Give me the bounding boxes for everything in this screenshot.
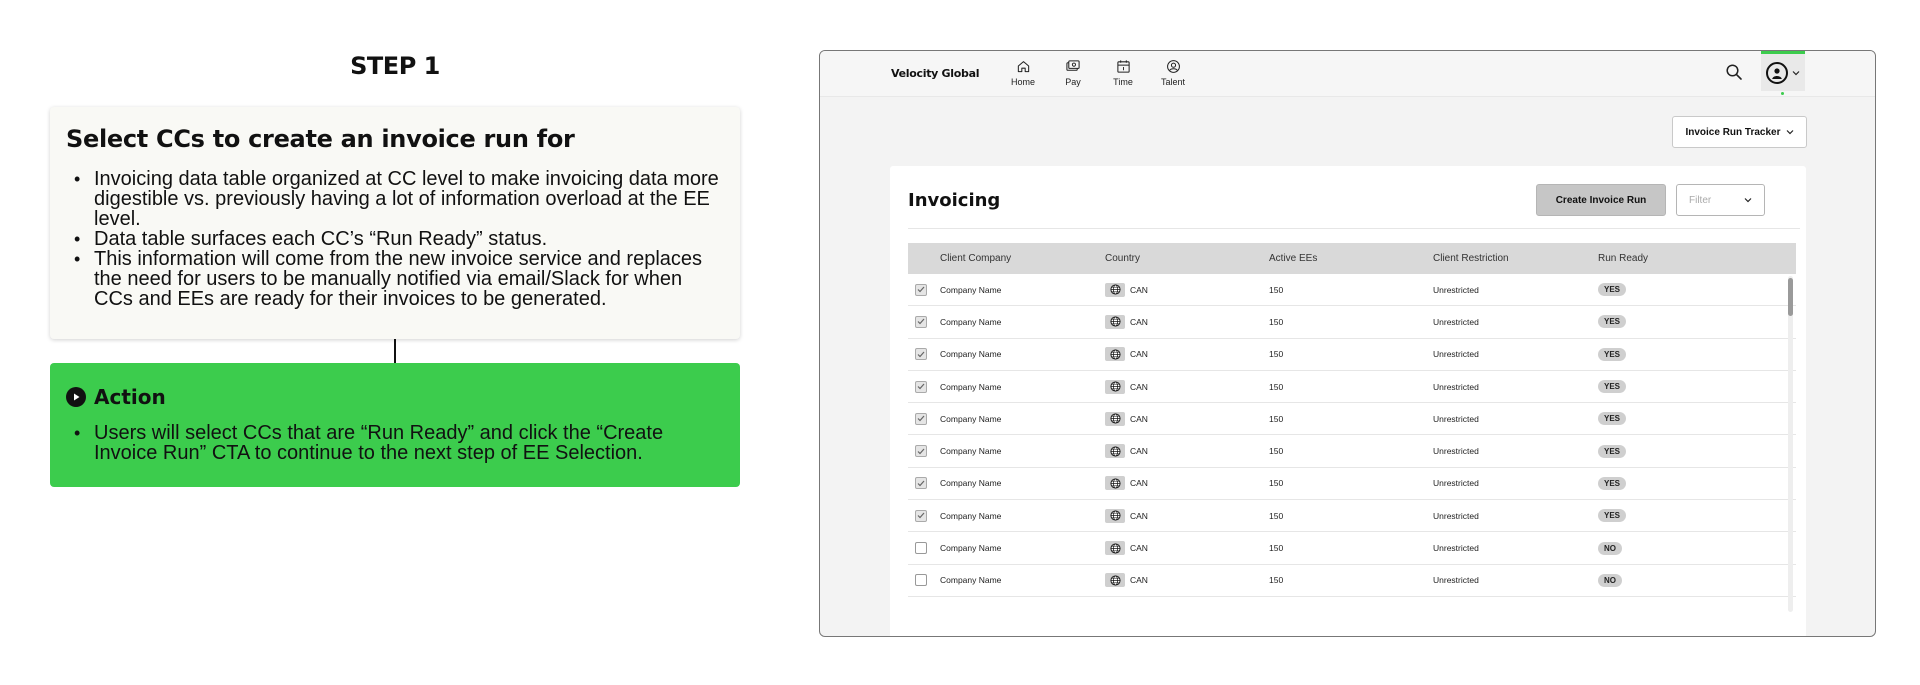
filter-placeholder: Filter [1689,194,1712,206]
run-ready-badge: YES [1598,283,1626,296]
column-header-client-restriction[interactable]: Client Restriction [1433,253,1509,264]
invoicing-card [890,166,1806,637]
cell-active-ees: 150 [1269,349,1284,360]
cell-country: CAN [1130,575,1148,586]
globe-icon [1105,509,1125,523]
home-icon [1016,59,1031,74]
globe-icon [1105,573,1125,587]
row-checkbox[interactable] [915,381,927,393]
column-header-run-ready[interactable]: Run Ready [1598,253,1649,264]
row-checkbox[interactable] [915,284,927,296]
invoice-run-tracker-dropdown[interactable] [1672,116,1807,148]
cell-active-ees: 150 [1269,284,1284,295]
create-invoice-run-button[interactable]: Create Invoice Run [1536,184,1666,216]
cell-client-restriction: Unrestricted [1433,478,1479,489]
chevron-down-icon [1744,197,1752,203]
globe-icon [1105,347,1125,361]
cell-client-restriction: Unrestricted [1433,316,1479,327]
tracker-label: Invoice Run Tracker [1685,126,1781,138]
cell-active-ees: 150 [1269,381,1284,392]
description-bullet: • Data table surfaces each CC’s “Run Ready” status. [66,229,724,249]
nav-item-time[interactable] [1103,59,1143,87]
cell-client-restriction: Unrestricted [1433,575,1479,586]
cell-country: CAN [1130,543,1148,554]
active-indicator [1781,92,1784,95]
globe-icon [1105,541,1125,555]
cell-company: Company Name [940,478,1002,489]
cell-country: CAN [1130,478,1148,489]
cell-active-ees: 150 [1269,543,1284,554]
table-body [908,274,1796,597]
table-row[interactable] [908,435,1796,467]
cell-client-restriction: Unrestricted [1433,510,1479,521]
cell-country: CAN [1130,510,1148,521]
column-header-client-company[interactable]: Client Company [940,253,1012,264]
globe-icon [1105,476,1125,490]
row-checkbox[interactable] [915,477,927,489]
row-checkbox[interactable] [915,413,927,425]
cell-company: Company Name [940,381,1002,392]
account-menu-button[interactable] [1761,51,1805,91]
globe-icon [1105,380,1125,394]
filter-select[interactable] [1676,184,1765,216]
run-ready-badge: YES [1598,412,1626,425]
action-header [66,385,724,409]
description-bullet: • This information will come from the new invoice service and replaces the need for users to be manually notified via email/Slack for when CCs and EEs are ready for their invoices to be generated. [66,249,724,309]
globe-icon [1105,412,1125,426]
cell-country: CAN [1130,284,1148,295]
page-title: Invoicing [908,190,1001,211]
run-ready-badge: YES [1598,509,1626,522]
cell-active-ees: 150 [1269,446,1284,457]
row-checkbox[interactable] [915,348,927,360]
cell-company: Company Name [940,316,1002,327]
nav-item-pay[interactable] [1053,59,1093,87]
cell-client-restriction: Unrestricted [1433,413,1479,424]
action-bullet: • Users will select CCs that are “Run Ready” and click the “Create Invoice Run” CTA to continue to the next step of EE Selection. [66,423,724,463]
table-row[interactable] [908,339,1796,371]
action-bullets [66,423,724,463]
chevron-down-icon [1792,70,1800,76]
cell-company: Company Name [940,413,1002,424]
nav-label: Pay [1065,77,1081,87]
connector-line [394,339,396,363]
description-heading: Select CCs to create an invoice run for [66,125,575,153]
run-ready-badge: YES [1598,348,1626,361]
cell-country: CAN [1130,316,1148,327]
nav-item-home[interactable] [1003,59,1043,87]
calendar-icon [1116,59,1131,74]
table-row[interactable] [908,532,1796,564]
run-ready-badge: YES [1598,445,1626,458]
pay-icon [1065,59,1081,74]
talent-icon [1166,59,1181,74]
description-bullet: • Invoicing data table organized at CC level to make invoicing data more digestible vs. previously having a lot of information overload at the EE level. [66,169,724,229]
cell-client-restriction: Unrestricted [1433,284,1479,295]
column-header-country[interactable]: Country [1105,253,1141,264]
table-row[interactable] [908,306,1796,338]
cell-company: Company Name [940,575,1002,586]
invoicing-table [908,243,1796,615]
table-row[interactable] [908,500,1796,532]
action-title: Action [94,385,166,409]
row-checkbox[interactable] [915,510,927,522]
cell-company: Company Name [940,446,1002,457]
description-bullets [66,169,724,309]
nav-label: Talent [1160,77,1186,87]
nav-label: Home [1010,77,1035,87]
cell-country: CAN [1130,381,1148,392]
nav-item-talent[interactable] [1153,59,1193,87]
scrollbar-thumb[interactable] [1788,278,1793,316]
scrollbar-track[interactable] [1788,276,1793,612]
step-title: STEP 1 [350,52,440,80]
run-ready-badge: NO [1598,574,1622,587]
cell-active-ees: 150 [1269,413,1284,424]
cell-country: CAN [1130,413,1148,424]
cell-company: Company Name [940,543,1002,554]
app-window [819,50,1876,637]
table-row[interactable] [908,371,1796,403]
run-ready-badge: YES [1598,380,1626,393]
run-ready-badge: NO [1598,542,1622,555]
action-card [50,363,740,487]
cell-active-ees: 150 [1269,478,1284,489]
cell-active-ees: 150 [1269,510,1284,521]
cell-active-ees: 150 [1269,316,1284,327]
table-row[interactable] [908,274,1796,306]
cell-country: CAN [1130,349,1148,360]
brand-logo[interactable]: Velocity Global [891,67,980,80]
globe-icon [1105,444,1125,458]
globe-icon [1105,315,1125,329]
globe-icon [1105,283,1125,297]
top-navigation [820,51,1875,97]
cell-client-restriction: Unrestricted [1433,349,1479,360]
divider [908,228,1800,229]
cell-company: Company Name [940,510,1002,521]
cell-company: Company Name [940,284,1002,295]
table-row[interactable] [908,565,1796,597]
run-ready-badge: YES [1598,477,1626,490]
table-row[interactable] [908,468,1796,500]
table-row[interactable] [908,403,1796,435]
run-ready-badge: YES [1598,315,1626,328]
description-card [50,107,740,339]
row-checkbox[interactable] [915,542,927,554]
cell-company: Company Name [940,349,1002,360]
avatar-icon [1766,62,1788,84]
table-header [908,243,1796,274]
search-icon[interactable] [1725,63,1743,81]
chevron-down-icon [1786,129,1794,135]
column-header-active-ees[interactable]: Active EEs [1269,253,1318,264]
cell-active-ees: 150 [1269,575,1284,586]
cell-country: CAN [1130,446,1148,457]
cell-client-restriction: Unrestricted [1433,446,1479,457]
cell-client-restriction: Unrestricted [1433,543,1479,554]
row-checkbox[interactable] [915,574,927,586]
row-checkbox[interactable] [915,445,927,457]
nav-label: Time [1113,77,1133,87]
play-icon [66,387,86,407]
cell-client-restriction: Unrestricted [1433,381,1479,392]
row-checkbox[interactable] [915,316,927,328]
